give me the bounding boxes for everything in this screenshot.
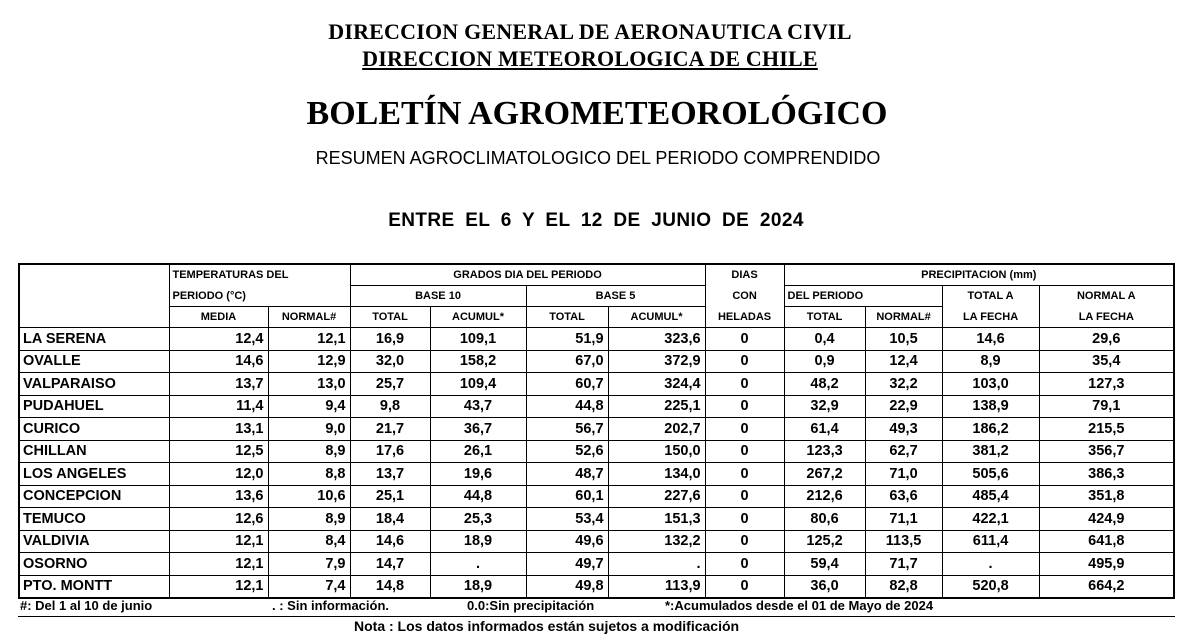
gd-b10-acumul: 26,1	[430, 440, 526, 463]
temp-media: 13,6	[169, 485, 268, 508]
temperatures-header: TEMPERATURAS DEL	[169, 264, 350, 286]
frost-days: 0	[705, 463, 784, 486]
temp-media: 11,4	[169, 395, 268, 418]
precip-normal-a-fecha: 35,4	[1039, 350, 1174, 373]
temp-normal: 13,0	[268, 373, 350, 396]
gd-b5-acumul: 113,9	[608, 575, 705, 598]
precip-normal-a-fecha: 641,8	[1039, 530, 1174, 553]
temp-media: 12,4	[169, 328, 268, 351]
precip-normal: 71,7	[865, 553, 942, 576]
gd-b5-total: 49,8	[526, 575, 608, 598]
temp-normal: 7,9	[268, 553, 350, 576]
precip-total-a-fecha: .	[942, 553, 1039, 576]
precip-total: 267,2	[784, 463, 865, 486]
gd-b5-total: 60,7	[526, 373, 608, 396]
gd-b10-total: 14,6	[350, 530, 430, 553]
gd-b10-acumul: .	[430, 553, 526, 576]
temp-normal: 7,4	[268, 575, 350, 598]
base10-header: BASE 10	[350, 286, 526, 307]
frost-days: 0	[705, 440, 784, 463]
station-name: OSORNO	[19, 553, 169, 576]
total-b5-header: TOTAL	[526, 307, 608, 328]
legend-normal: #: Del 1 al 10 de junio	[20, 598, 153, 613]
gd-b5-total: 67,0	[526, 350, 608, 373]
period-range: ENTRE EL 6 Y EL 12 DE JUNIO DE 2024	[388, 210, 804, 231]
temp-normal: 9,0	[268, 418, 350, 441]
station-name: CONCEPCION	[19, 485, 169, 508]
gd-b10-acumul: 158,2	[430, 350, 526, 373]
gd-b10-acumul: 19,6	[430, 463, 526, 486]
agro-summary-table	[18, 263, 1175, 599]
precip-total-a-fecha: 138,9	[942, 395, 1039, 418]
precip-total: 32,9	[784, 395, 865, 418]
org-line-2	[0, 46, 1190, 72]
station-name: VALDIVIA	[19, 530, 169, 553]
station-header-blank-3	[19, 307, 169, 328]
precip-normal-a-fecha: 356,7	[1039, 440, 1174, 463]
gd-b10-total: 13,7	[350, 463, 430, 486]
station-name: VALPARAISO	[19, 373, 169, 396]
gd-b10-acumul: 43,7	[430, 395, 526, 418]
gd-b5-acumul: 202,7	[608, 418, 705, 441]
gd-b10-total: 21,7	[350, 418, 430, 441]
station-header-blank	[19, 264, 169, 286]
gd-b5-acumul: 134,0	[608, 463, 705, 486]
table-row	[19, 328, 1174, 351]
gd-b10-total: 25,1	[350, 485, 430, 508]
gd-b10-acumul: 109,4	[430, 373, 526, 396]
precip-total: 80,6	[784, 508, 865, 531]
page-title: BOLETÍN AGROMETEOROLÓGICO	[306, 95, 888, 132]
precip-total-a-fecha: 8,9	[942, 350, 1039, 373]
precip-normal: 49,3	[865, 418, 942, 441]
precip-total-a-fecha: 14,6	[942, 328, 1039, 351]
frost-days-header-1: DIAS	[705, 264, 784, 286]
gd-b5-acumul: 227,6	[608, 485, 705, 508]
precip-total-header: TOTAL	[784, 307, 865, 328]
precip-total: 0,9	[784, 350, 865, 373]
normal-temp-header: NORMAL#	[268, 307, 350, 328]
frost-days-header-2: CON	[705, 286, 784, 307]
normal-a-fecha-header-1: NORMAL A	[1039, 286, 1174, 307]
precip-total: 0,4	[784, 328, 865, 351]
gd-b10-total: 17,6	[350, 440, 430, 463]
page-subtitle: RESUMEN AGROCLIMATOLOGICO DEL PERIODO COMPRENDIDO	[315, 148, 881, 168]
precip-normal-a-fecha: 29,6	[1039, 328, 1174, 351]
precip-total: 123,3	[784, 440, 865, 463]
precip-total-a-fecha: 611,4	[942, 530, 1039, 553]
temperatures-header-2: PERIODO (°C)	[169, 286, 350, 307]
gd-b5-acumul: 132,2	[608, 530, 705, 553]
station-name: TEMUCO	[19, 508, 169, 531]
table-row	[19, 508, 1174, 531]
precip-normal-a-fecha: 79,1	[1039, 395, 1174, 418]
station-name: CURICO	[19, 418, 169, 441]
precip-total-a-fecha: 186,2	[942, 418, 1039, 441]
footer-rule	[18, 616, 1175, 617]
header-row-2	[19, 286, 1174, 307]
temp-normal: 8,9	[268, 440, 350, 463]
frost-days: 0	[705, 553, 784, 576]
precip-total: 59,4	[784, 553, 865, 576]
temp-media: 12,5	[169, 440, 268, 463]
precip-normal: 71,1	[865, 508, 942, 531]
gd-b10-total: 32,0	[350, 350, 430, 373]
temp-media: 13,1	[169, 418, 268, 441]
frost-days: 0	[705, 575, 784, 598]
frost-days: 0	[705, 508, 784, 531]
frost-days: 0	[705, 373, 784, 396]
gd-b5-total: 44,8	[526, 395, 608, 418]
precip-total: 125,2	[784, 530, 865, 553]
precip-total: 36,0	[784, 575, 865, 598]
header-row-3	[19, 307, 1174, 328]
frost-days: 0	[705, 395, 784, 418]
temp-media: 14,6	[169, 350, 268, 373]
precip-normal-a-fecha: 127,3	[1039, 373, 1174, 396]
precip-normal-header: NORMAL#	[865, 307, 942, 328]
temp-media: 12,1	[169, 530, 268, 553]
precip-normal-a-fecha: 215,5	[1039, 418, 1174, 441]
precip-total-a-fecha: 485,4	[942, 485, 1039, 508]
precip-total-a-fecha: 381,2	[942, 440, 1039, 463]
gd-b5-acumul: 225,1	[608, 395, 705, 418]
frost-days: 0	[705, 418, 784, 441]
gd-b5-acumul: 324,4	[608, 373, 705, 396]
gd-b5-total: 60,1	[526, 485, 608, 508]
acumul-b5-header: ACUMUL*	[608, 307, 705, 328]
frost-days: 0	[705, 350, 784, 373]
temp-normal: 12,1	[268, 328, 350, 351]
precip-total-a-fecha: 422,1	[942, 508, 1039, 531]
table-row	[19, 463, 1174, 486]
table-row	[19, 350, 1174, 373]
precip-normal: 63,6	[865, 485, 942, 508]
header-row-1	[19, 264, 1174, 286]
org-line-2-text: DIRECCION METEOROLOGICA DE CHILE	[362, 46, 818, 71]
media-header: MEDIA	[169, 307, 268, 328]
gd-b5-total: 53,4	[526, 508, 608, 531]
gd-b10-acumul: 18,9	[430, 575, 526, 598]
station-name: OVALLE	[19, 350, 169, 373]
precip-normal: 62,7	[865, 440, 942, 463]
gd-b5-acumul: 372,9	[608, 350, 705, 373]
gd-b10-acumul: 18,9	[430, 530, 526, 553]
temp-media: 12,1	[169, 553, 268, 576]
precip-total-a-fecha: 505,6	[942, 463, 1039, 486]
gd-b10-total: 18,4	[350, 508, 430, 531]
temp-normal: 9,4	[268, 395, 350, 418]
gd-b5-total: 51,9	[526, 328, 608, 351]
legend-missing: . : Sin información.	[272, 598, 390, 613]
acumul-b10-header: ACUMUL*	[430, 307, 526, 328]
station-name: PUDAHUEL	[19, 395, 169, 418]
gd-b10-total: 9,8	[350, 395, 430, 418]
temp-media: 13,7	[169, 373, 268, 396]
footer-note: Nota : Los datos informados están sujetos a modificación	[354, 618, 740, 634]
org-line-1: DIRECCION GENERAL DE AERONAUTICA CIVIL	[328, 19, 852, 44]
gd-b10-acumul: 109,1	[430, 328, 526, 351]
gd-b5-total: 49,6	[526, 530, 608, 553]
frost-days: 0	[705, 530, 784, 553]
gd-b5-total: 52,6	[526, 440, 608, 463]
precip-total: 61,4	[784, 418, 865, 441]
gd-b10-total: 14,8	[350, 575, 430, 598]
precip-normal: 71,0	[865, 463, 942, 486]
gd-b5-acumul: .	[608, 553, 705, 576]
precip-total: 48,2	[784, 373, 865, 396]
precip-normal-a-fecha: 495,9	[1039, 553, 1174, 576]
frost-days: 0	[705, 328, 784, 351]
gd-b5-total: 56,7	[526, 418, 608, 441]
precip-normal-a-fecha: 664,2	[1039, 575, 1174, 598]
table-row	[19, 373, 1174, 396]
del-periodo-header: DEL PERIODO	[784, 286, 942, 307]
temp-normal: 12,9	[268, 350, 350, 373]
precip-normal: 22,9	[865, 395, 942, 418]
temp-normal: 8,4	[268, 530, 350, 553]
table-row	[19, 440, 1174, 463]
table-row	[19, 553, 1174, 576]
total-a-fecha-header-2: LA FECHA	[942, 307, 1039, 328]
temp-normal: 8,9	[268, 508, 350, 531]
legend-zero: 0.0:Sin precipitación	[467, 598, 595, 613]
precip-total-a-fecha: 103,0	[942, 373, 1039, 396]
gd-b5-acumul: 151,3	[608, 508, 705, 531]
degree-days-header: GRADOS DIA DEL PERIODO	[350, 264, 705, 286]
temp-media: 12,1	[169, 575, 268, 598]
gd-b10-acumul: 44,8	[430, 485, 526, 508]
precip-normal-a-fecha: 386,3	[1039, 463, 1174, 486]
total-b10-header: TOTAL	[350, 307, 430, 328]
station-name: LA SERENA	[19, 328, 169, 351]
gd-b10-acumul: 36,7	[430, 418, 526, 441]
station-name: PTO. MONTT	[19, 575, 169, 598]
precip-normal: 12,4	[865, 350, 942, 373]
station-header-blank-2	[19, 286, 169, 307]
gd-b10-acumul: 25,3	[430, 508, 526, 531]
gd-b5-acumul: 323,6	[608, 328, 705, 351]
temp-normal: 10,6	[268, 485, 350, 508]
precip-total-a-fecha: 520,8	[942, 575, 1039, 598]
precip-total: 212,6	[784, 485, 865, 508]
precip-normal-a-fecha: 351,8	[1039, 485, 1174, 508]
gd-b10-total: 25,7	[350, 373, 430, 396]
gd-b5-total: 48,7	[526, 463, 608, 486]
station-name: CHILLAN	[19, 440, 169, 463]
table-row	[19, 575, 1174, 598]
station-name: LOS ANGELES	[19, 463, 169, 486]
table-row	[19, 485, 1174, 508]
temp-media: 12,6	[169, 508, 268, 531]
gd-b5-total: 49,7	[526, 553, 608, 576]
gd-b10-total: 16,9	[350, 328, 430, 351]
gd-b5-acumul: 150,0	[608, 440, 705, 463]
temp-media: 12,0	[169, 463, 268, 486]
table-row	[19, 395, 1174, 418]
precipitation-header: PRECIPITACION (mm)	[784, 264, 1174, 286]
precip-normal-a-fecha: 424,9	[1039, 508, 1174, 531]
temp-normal: 8,8	[268, 463, 350, 486]
precip-normal: 82,8	[865, 575, 942, 598]
legend-accum: *:Acumulados desde el 01 de Mayo de 2024	[665, 598, 934, 613]
frost-days-header-3: HELADAS	[705, 307, 784, 328]
total-a-fecha-header-1: TOTAL A	[942, 286, 1039, 307]
table-row	[19, 530, 1174, 553]
precip-normal: 113,5	[865, 530, 942, 553]
gd-b10-total: 14,7	[350, 553, 430, 576]
base5-header: BASE 5	[526, 286, 705, 307]
frost-days: 0	[705, 485, 784, 508]
precip-normal: 32,2	[865, 373, 942, 396]
precip-normal: 10,5	[865, 328, 942, 351]
table-row	[19, 418, 1174, 441]
normal-a-fecha-header-2: LA FECHA	[1039, 307, 1174, 328]
